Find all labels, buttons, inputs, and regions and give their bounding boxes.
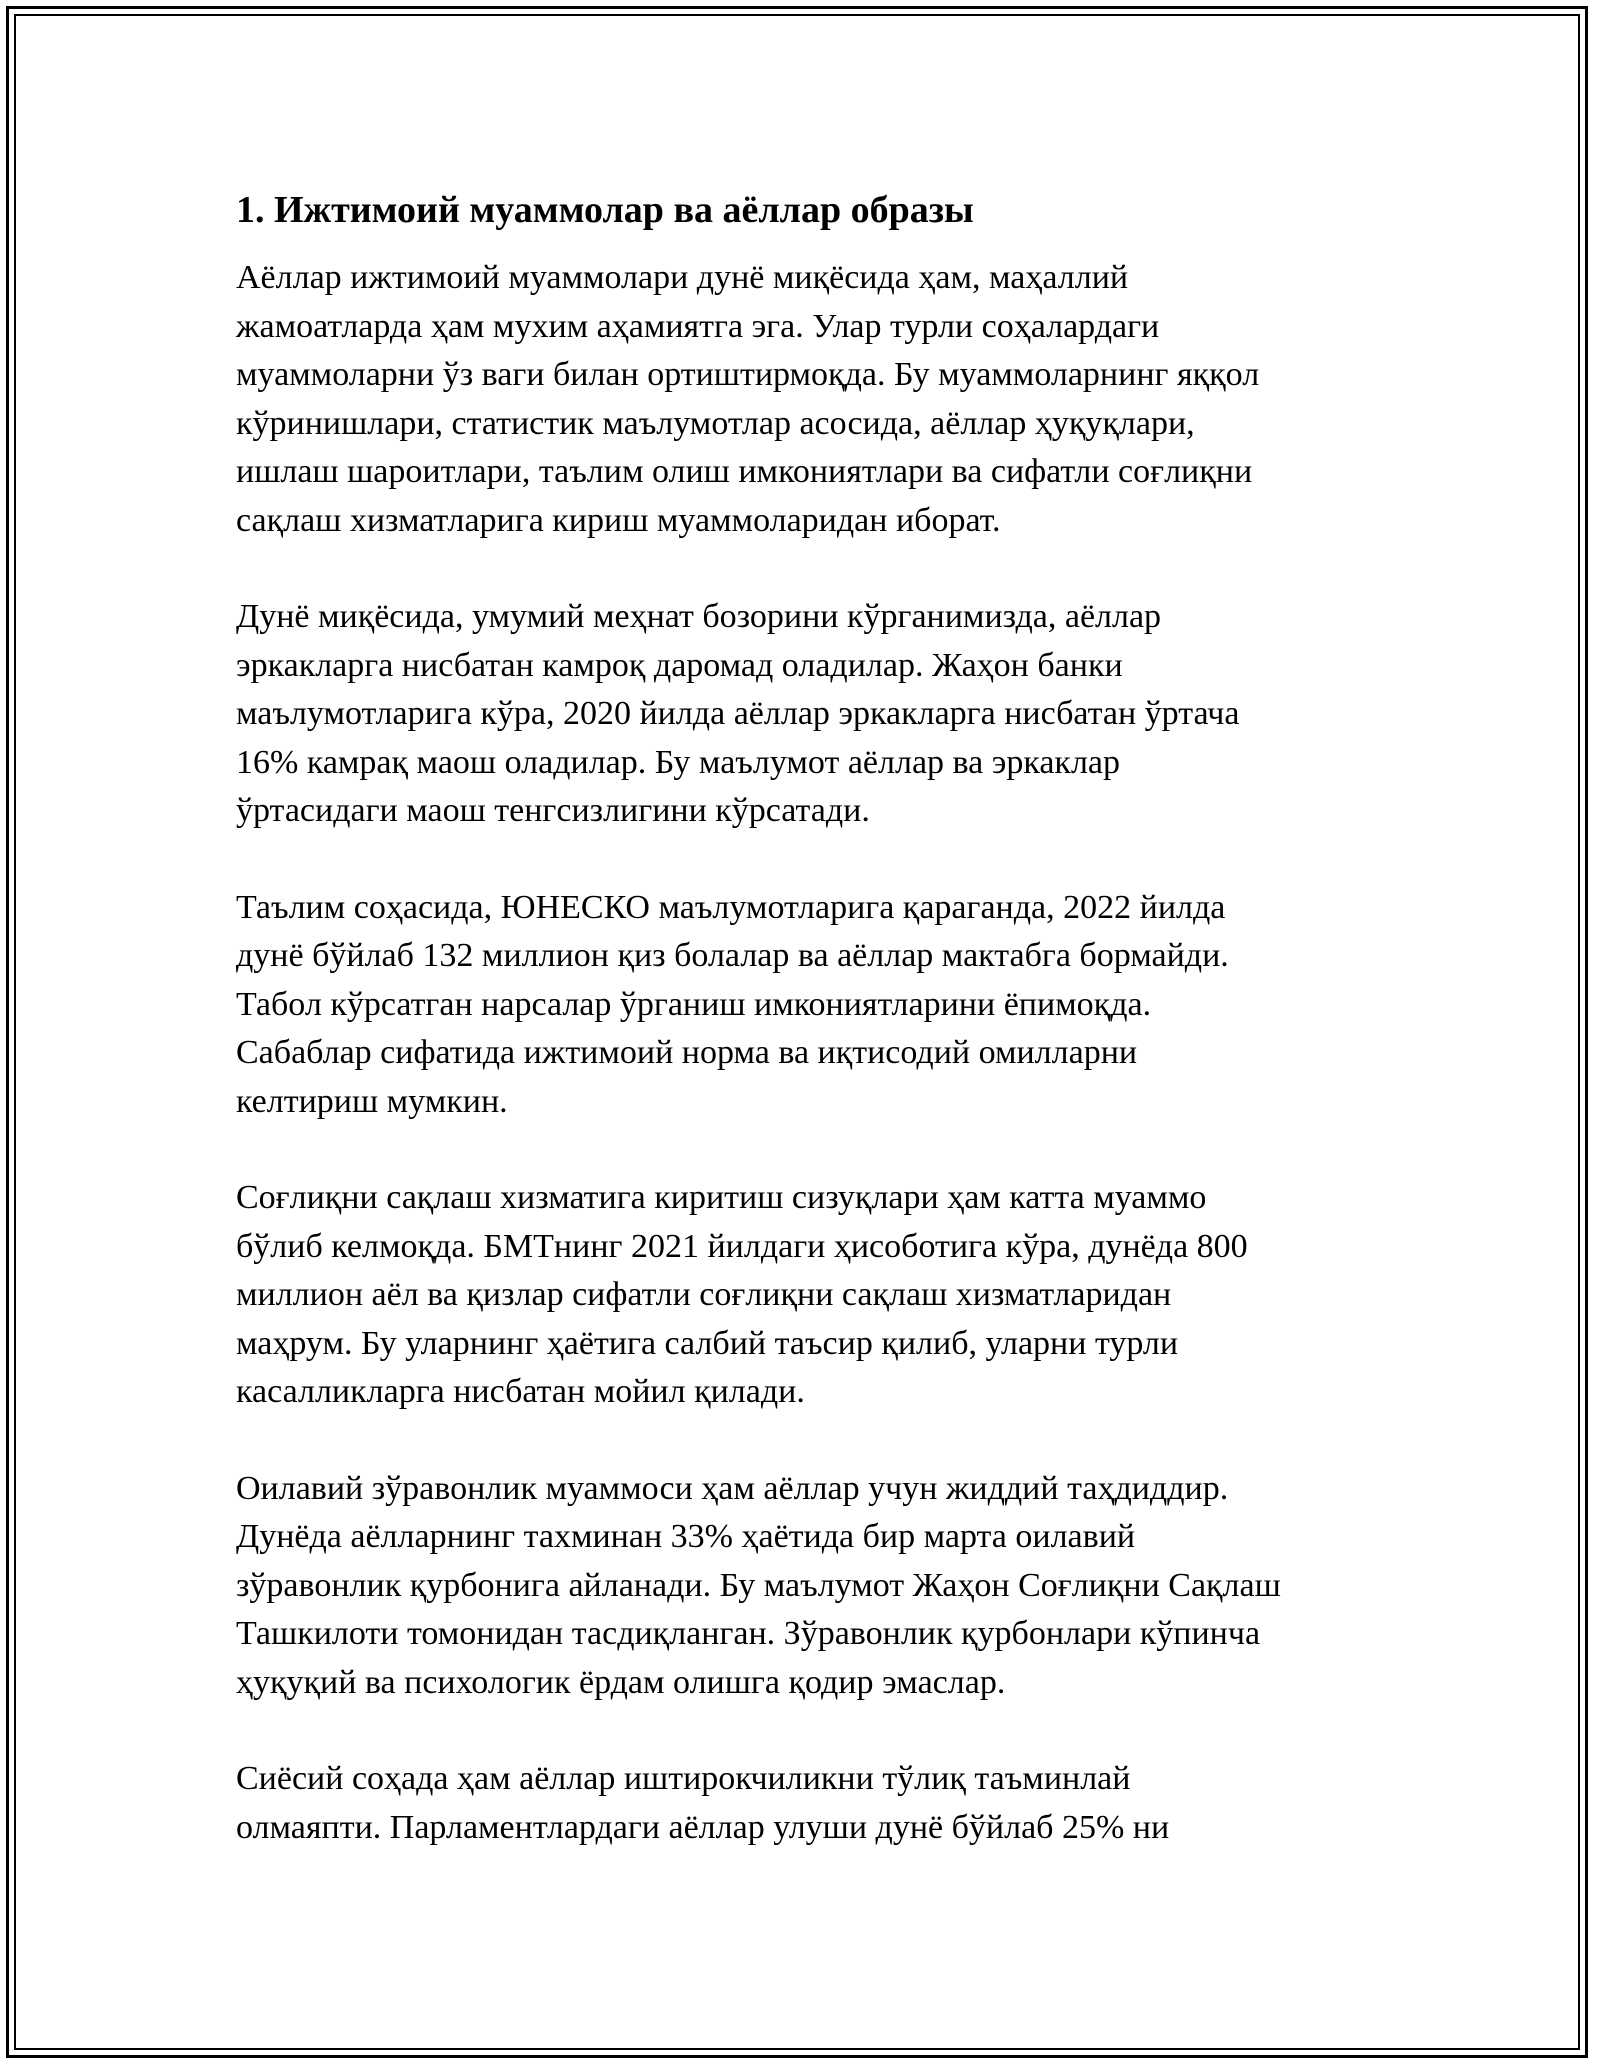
paragraph-line: ўртасидаги маош тенгсизлигини кўрсатади. — [236, 792, 870, 829]
paragraph-line: Дунёда аёлларнинг тахминан 33% ҳаётида бир марта оилавий — [236, 1518, 1136, 1555]
paragraph-line: олмаяпти. Парламентлардаги аёллар улуши дунё бўйлаб 25% ни — [236, 1808, 1170, 1846]
paragraph-line: бўлиб келмоқда. БМТнинг 2021 йилдаги ҳисоботига кўра, дунёда 800 — [236, 1227, 1248, 1265]
paragraph-line: эркакларга нисбатан камроқ даромад оладилар. Жаҳон банки — [236, 646, 1123, 684]
paragraph-line: сақлаш хизматларига кириш муаммоларидан иборат. — [236, 501, 1001, 539]
paragraph-line: Таълим соҳасида, ЮНЕСКО маълумотларига қараганда, 2022 йилда — [236, 888, 1226, 926]
paragraph-line: зўравонлик қурбонига айланади. Бу маълумот Жаҳон Соғлиқни Сақлаш — [236, 1566, 1281, 1604]
paragraph-line: Ташкилоти томонидан тасдиқланган. Зўравонлик қурбонлари кўпинча — [236, 1615, 1261, 1652]
paragraph-3 — [236, 884, 1386, 1127]
paragraph-line: Дунё миқёсида, умумий меҳнат бозорини кўрганимизда, аёллар — [236, 598, 1162, 635]
paragraph-line: Соғлиқни сақлаш хизматига киритиш сизуқлари ҳам катта муаммо — [236, 1179, 1207, 1216]
section-heading: 1. Ижтимоий муаммолар ва аёллар образы — [236, 189, 974, 231]
paragraph-line: дунё бўйлаб 132 миллион қиз болалар ва аёллар мактабга бормайди. — [236, 937, 1229, 974]
paragraph-line: кўринишлари, статистик маълумотлар асосида, аёллар ҳуқуқлари, — [236, 404, 1195, 442]
paragraph-line: Сабаблар сифатида ижтимоий норма ва иқтисодий омилларни — [236, 1034, 1138, 1071]
paragraph-5 — [236, 1465, 1386, 1708]
paragraph-line: миллион аёл ва қизлар сифатли соғлиқни сақлаш хизматларидан — [236, 1276, 1172, 1313]
paragraph-6 — [236, 1755, 1386, 1852]
paragraph-line: келтириш мумкин. — [236, 1082, 508, 1120]
paragraph-1 — [236, 254, 1386, 545]
paragraph-2 — [236, 593, 1386, 836]
paragraph-line: Аёллар ижтимоий муаммолари дунё миқёсида ҳам, маҳаллий — [236, 259, 1129, 296]
paragraph-line: 16% камрақ маош оладилар. Бу маълумот аёллар ва эркаклар — [236, 743, 1120, 781]
paragraph-line: Сиёсий соҳада ҳам аёллар иштирокчиликни тўлиқ таъминлай — [236, 1760, 1131, 1797]
paragraph-line: жамоатларда ҳам мухим аҳамиятга эга. Улар турли соҳалардаги — [236, 307, 1160, 345]
paragraph-line: Оилавий зўравонлик муаммоси ҳам аёллар учун жиддий таҳдиддир. — [236, 1469, 1229, 1507]
paragraph-line: маҳрум. Бу уларнинг ҳаётига салбий таъсир қилиб, уларни турли — [236, 1324, 1179, 1362]
paragraph-line: ҳуқуқий ва психологик ёрдам олишга қодир эмаслар. — [236, 1663, 1006, 1701]
paragraph-line: муаммоларни ўз ваги билан ортиштирмоқда. Бу муаммоларнинг яққол — [236, 356, 1260, 393]
document-body — [236, 186, 1386, 1900]
paragraph-line: Табол кўрсатган нарсалар ўрганиш имкониятларини ёпимоқда. — [236, 985, 1152, 1023]
paragraph-4 — [236, 1174, 1386, 1417]
paragraph-line: маълумотларига кўра, 2020 йилда аёллар эркакларга нисбатан ўртача — [236, 695, 1240, 732]
paragraph-line: касалликларга нисбатан мойил қилади. — [236, 1373, 805, 1410]
paragraph-line: ишлаш шароитлари, таълим олиш имкониятлари ва сифатли соғлиқни — [236, 453, 1253, 490]
